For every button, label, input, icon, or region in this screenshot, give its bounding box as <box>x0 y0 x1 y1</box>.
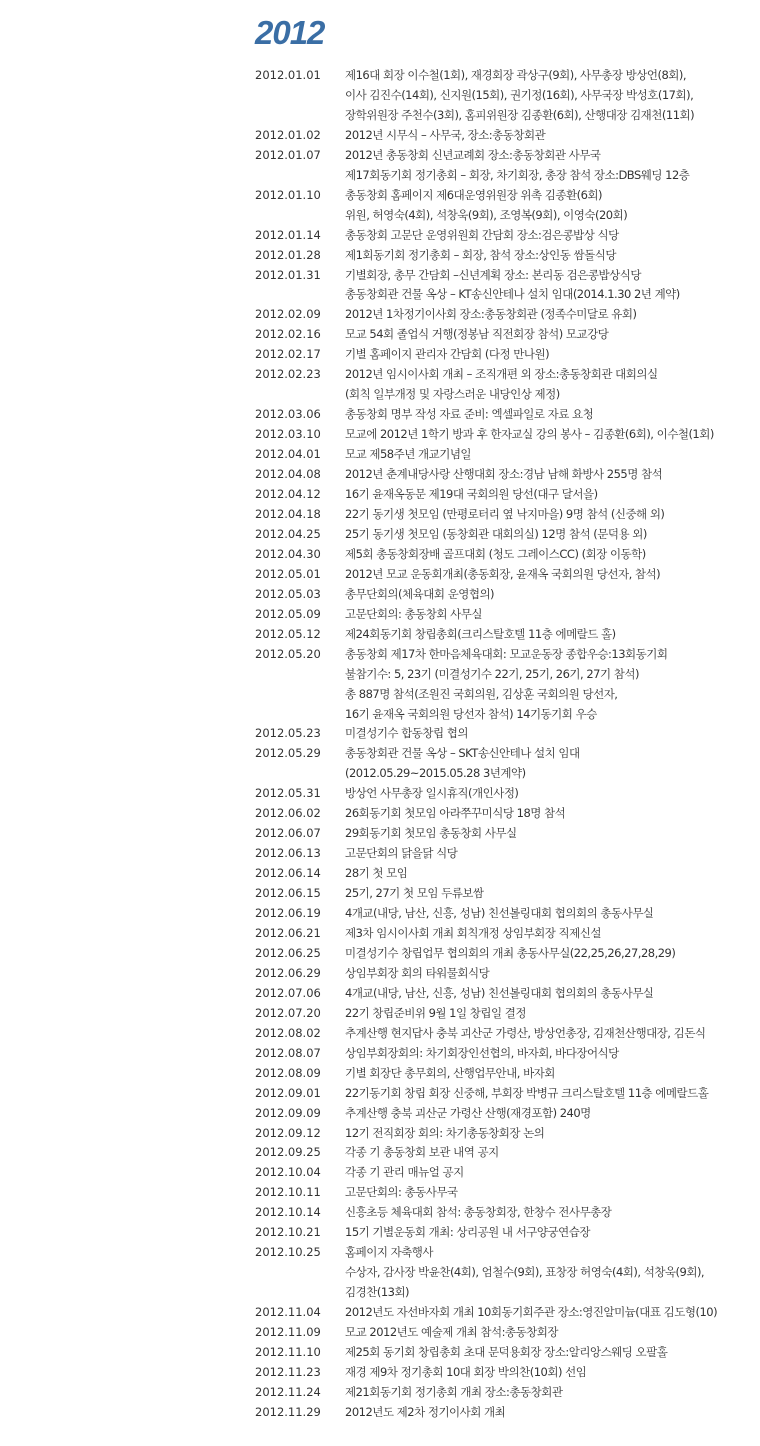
entry-line: 추계산행 현지답사 충북 괴산군 가령산, 방상언총장, 김재천산행대장, 김돈식 <box>345 1025 706 1040</box>
timeline-entry <box>255 1383 755 1403</box>
entry-description <box>345 824 755 844</box>
entry-line: 홈페이지 자축행사 <box>345 1245 434 1260</box>
timeline-entry <box>255 226 755 246</box>
entry-date: 2012.04.30 <box>255 546 321 561</box>
timeline-entry <box>255 565 755 585</box>
entry-description <box>345 1363 755 1383</box>
entry-date: 2012.10.21 <box>255 1225 321 1240</box>
timeline-entry <box>255 625 755 645</box>
entry-description <box>345 625 755 645</box>
entry-date: 2012.09.01 <box>255 1085 321 1100</box>
entry-description <box>345 126 755 146</box>
timeline-entry <box>255 884 755 904</box>
entry-line: 미결성기수 창립업무 협의회의 개최 총동사무실(22,25,26,27,28,29) <box>345 945 676 960</box>
timeline-entry <box>255 126 755 146</box>
entry-line: 신흥초등 체육대회 참석: 총동창회장, 한창수 전사무총장 <box>345 1205 612 1220</box>
entry-description <box>345 844 755 864</box>
timeline-entry <box>255 1183 755 1203</box>
entry-description <box>345 266 755 306</box>
entry-date: 2012.07.06 <box>255 985 321 1000</box>
entry-date: 2012.02.17 <box>255 347 321 362</box>
entry-description <box>345 1104 755 1124</box>
entry-description <box>345 1243 755 1303</box>
timeline-entry <box>255 1243 755 1303</box>
entry-line: 15기 기별운동회 개최: 상리공원 내 서구양궁연습장 <box>345 1225 590 1240</box>
entry-date: 2012.01.28 <box>255 247 321 262</box>
timeline-entry <box>255 66 755 126</box>
timeline-entry <box>255 1084 755 1104</box>
entry-date: 2012.01.02 <box>255 127 321 142</box>
entry-description <box>345 545 755 565</box>
entry-line: 고문단회의: 총동사무국 <box>345 1185 458 1200</box>
entry-description <box>345 565 755 585</box>
entry-line: 상임부회장 회의 타워물회식당 <box>345 965 490 980</box>
entry-date: 2012.05.31 <box>255 786 321 801</box>
entry-line: (회칙 일부개정 및 자랑스러운 내당인상 제정) <box>345 387 560 402</box>
entry-line: 각종 기 총동창회 보관 내역 공지 <box>345 1145 499 1160</box>
timeline-entry <box>255 744 755 784</box>
entry-line: 제25회 동기회 창립총회 초대 문덕용회장 장소:알리앙스웨딩 오팔홀 <box>345 1345 668 1359</box>
timeline-entry <box>255 1024 755 1044</box>
timeline-entry <box>255 1403 755 1423</box>
entry-description <box>345 1343 755 1363</box>
entry-description <box>345 1084 755 1104</box>
entry-line: 이사 김진수(14회), 신지원(15회), 권기정(16회), 사무국장 박성호(17회), <box>345 87 694 102</box>
entry-date: 2012.06.29 <box>255 965 321 980</box>
timeline-entry <box>255 645 755 725</box>
entry-description <box>345 964 755 984</box>
timeline-entry <box>255 784 755 804</box>
timeline-entry <box>255 425 755 445</box>
entry-description <box>345 365 755 405</box>
entry-line: 수상자, 감사장 박윤찬(4회), 엄철수(9회), 표창장 허영숙(4회), 석창욱(9회), <box>345 1265 705 1280</box>
timeline-entry <box>255 545 755 565</box>
timeline-entry <box>255 505 755 525</box>
entry-date: 2012.05.12 <box>255 626 321 641</box>
entry-date: 2012.03.10 <box>255 427 321 442</box>
entry-description <box>345 445 755 465</box>
timeline-entry <box>255 1044 755 1064</box>
timeline-entry <box>255 146 755 186</box>
entry-date: 2012.10.14 <box>255 1205 321 1220</box>
entry-line: 위원, 허영숙(4회), 석창욱(9회), 조영복(9회), 이영숙(20회) <box>345 207 628 222</box>
timeline-entry <box>255 844 755 864</box>
entry-line: 고문단회의 닭을닭 식당 <box>345 846 458 861</box>
timeline-entry <box>255 1143 755 1163</box>
entry-line: 제3차 임시이사회 개최 회칙개정 상임부회장 직제신설 <box>345 925 601 940</box>
entry-date: 2012.01.10 <box>255 187 321 202</box>
entry-date: 2012.06.19 <box>255 906 321 921</box>
entry-date: 2012.03.06 <box>255 407 321 422</box>
entry-date: 2012.06.07 <box>255 826 321 841</box>
entry-line: 제17회동기회 정기총회 – 회장, 차기회장, 총장 참석 장소:DBS웨딩 12층 <box>345 167 690 182</box>
entry-line: 2012년 임시이사회 개최 – 조직개편 외 장소:총동창회관 대회의실 <box>345 367 658 382</box>
entry-date: 2012.11.24 <box>255 1384 321 1399</box>
entry-line: 상임부회장회의: 차기회장인선협의, 바자회, 바다장어식당 <box>345 1045 619 1060</box>
entry-date: 2012.02.09 <box>255 307 321 322</box>
entry-date: 2012.02.23 <box>255 367 321 382</box>
entry-date: 2012.01.07 <box>255 147 321 162</box>
timeline-entry <box>255 1124 755 1144</box>
entry-description <box>345 186 755 226</box>
entry-line: 제5회 총동창회장배 골프대회 (청도 그레이스CC) (회장 이동학) <box>345 546 646 561</box>
entry-description <box>345 784 755 804</box>
timeline-entry <box>255 1323 755 1343</box>
entry-line: 재경 제9차 정기총회 10대 회장 박의찬(10회) 선임 <box>345 1364 587 1379</box>
entry-line: 25기, 27기 첫 모임 두류보쌈 <box>345 886 484 901</box>
entry-date: 2012.05.01 <box>255 566 321 581</box>
entry-date: 2012.05.23 <box>255 726 321 741</box>
entry-line: 기별 회장단 총무회의, 산행업무안내, 바자회 <box>345 1065 555 1080</box>
timeline-entry <box>255 1163 755 1183</box>
entry-line: 29회동기회 첫모임 총동창회 사무실 <box>345 826 517 841</box>
timeline-entry <box>255 485 755 505</box>
entry-description <box>345 1183 755 1203</box>
entry-description <box>345 904 755 924</box>
entry-line: 22기 동기생 첫모임 (만평로터리 옆 낙지마을) 9명 참석 (신중해 외) <box>345 506 665 521</box>
entry-line: 모교 54회 졸업식 거행(정봉남 직전회장 참석) 모교강당 <box>345 327 609 342</box>
timeline-entry <box>255 1223 755 1243</box>
timeline-entry <box>255 1203 755 1223</box>
timeline-entry <box>255 804 755 824</box>
entry-description <box>345 345 755 365</box>
entry-line: 총동창회 제17차 한마음체육대회: 모교운동장 종합우승:13회동기회 <box>345 646 668 661</box>
entry-line: 28기 첫 모임 <box>345 866 408 881</box>
entry-date: 2012.09.09 <box>255 1105 321 1120</box>
entry-line: 기별회장, 총무 간담회 –신년계획 장소: 본리동 검은콩밥상식당 <box>345 267 641 282</box>
entry-date: 2012.08.02 <box>255 1025 321 1040</box>
entry-line: 12기 전직회장 회의: 차기총동창회장 논의 <box>345 1125 545 1140</box>
entry-date: 2012.09.12 <box>255 1125 321 1140</box>
entry-line: 26회동기회 첫모임 아라쭈꾸미식당 18명 참석 <box>345 806 566 821</box>
timeline-entry <box>255 864 755 884</box>
entry-date: 2012.11.04 <box>255 1305 321 1320</box>
entry-date: 2012.04.01 <box>255 447 321 462</box>
entry-date: 2012.06.14 <box>255 866 321 881</box>
entry-line: 2012년도 자선바자회 개최 10회동기회주관 장소:영진알미늄(대표 김도형(10) <box>345 1305 718 1320</box>
entry-date: 2012.10.11 <box>255 1185 321 1200</box>
timeline-entry <box>255 445 755 465</box>
entry-date: 2012.11.23 <box>255 1364 321 1379</box>
entry-date: 2012.04.08 <box>255 467 321 482</box>
entry-line: 모교 제58주년 개교기념일 <box>345 447 472 462</box>
entry-line: 제24회동기회 창립총회(크리스탈호텔 11층 에메랄드 홀) <box>345 626 616 641</box>
entry-date: 2012.09.25 <box>255 1145 321 1160</box>
entry-line: 총동창회 홈페이지 제6대운영위원장 위촉 김종환(6회) <box>345 187 603 202</box>
timeline-entry <box>255 585 755 605</box>
timeline-entry <box>255 465 755 485</box>
entry-line: 2012년 모교 운동회개최(총동회장, 윤재옥 국회의원 당선자, 참석) <box>345 566 661 581</box>
entry-line: 16기 윤재옥동문 제19대 국회의원 당선(대구 달서을) <box>345 487 598 502</box>
timeline-entry <box>255 305 755 325</box>
entry-description <box>345 1143 755 1163</box>
timeline-entry <box>255 266 755 306</box>
entry-description <box>345 1124 755 1144</box>
timeline-entry <box>255 924 755 944</box>
entry-date: 2012.07.20 <box>255 1005 321 1020</box>
entry-line: 22기동기회 창립 회장 신중해, 부회장 박병규 크리스탈호텔 11층 에메랄드홀 <box>345 1085 709 1100</box>
timeline-entry <box>255 824 755 844</box>
entry-description <box>345 924 755 944</box>
entry-description <box>345 884 755 904</box>
entry-line: 장학위원장 주천수(3회), 홈피위원장 김종환(6회), 산행대장 김재천(11회) <box>345 107 695 122</box>
timeline-entry <box>255 186 755 226</box>
entry-date: 2012.01.14 <box>255 227 321 242</box>
entry-line: 2012년 춘계내당사랑 산행대회 장소:경남 남해 화방사 255명 참석 <box>345 467 663 482</box>
timeline-entry <box>255 345 755 365</box>
entry-description <box>345 325 755 345</box>
timeline-entry <box>255 246 755 266</box>
entry-description <box>345 605 755 625</box>
entry-line: 제16대 회장 이수철(1회), 재경회장 곽상구(9회), 사무총장 방상언(8회), <box>345 68 687 82</box>
timeline-entry <box>255 405 755 425</box>
entry-line: 기별 홈페이지 관리자 간담회 (다정 만나원) <box>345 347 550 362</box>
entry-date: 2012.05.29 <box>255 746 321 761</box>
entry-description <box>345 744 755 784</box>
entry-description <box>345 146 755 186</box>
entry-date: 2012.06.02 <box>255 806 321 821</box>
entry-line: 총동창회 고문단 운영위원회 간담회 장소:검은콩밥상 식당 <box>345 227 619 242</box>
timeline-entry <box>255 365 755 405</box>
entry-line: 총 887명 참석(조원진 국회의원, 김상훈 국회의원 당선자, <box>345 686 618 701</box>
entry-date: 2012.06.15 <box>255 886 321 901</box>
timeline-entry <box>255 325 755 345</box>
entry-line: 총동창회관 건물 옥상 – SKT송신안테나 설치 임대 <box>345 746 580 761</box>
entry-date: 2012.04.18 <box>255 506 321 521</box>
entry-description <box>345 944 755 964</box>
entry-description <box>345 525 755 545</box>
entry-description <box>345 645 755 725</box>
entry-line: 각종 기 관리 매뉴얼 공지 <box>345 1165 464 1180</box>
entry-description <box>345 246 755 266</box>
entry-description <box>345 1323 755 1343</box>
entry-date: 2012.11.10 <box>255 1345 321 1359</box>
entry-line: 불참기수: 5, 23기 (미결성기수 22기, 25기, 26기, 27기 참석) <box>345 666 639 681</box>
entry-description <box>345 804 755 824</box>
entry-line: 2012년 1차정기이사회 장소:총동창회관 (정족수미달로 유회) <box>345 307 637 322</box>
entry-description <box>345 585 755 605</box>
entry-line: 미결성기수 합동창립 협의 <box>345 726 469 741</box>
entry-description <box>345 1163 755 1183</box>
timeline-entry <box>255 1104 755 1124</box>
entry-description <box>345 1024 755 1044</box>
timeline-entry <box>255 1004 755 1024</box>
entry-date: 2012.08.09 <box>255 1065 321 1080</box>
entry-date: 2012.10.04 <box>255 1165 321 1180</box>
entry-description <box>345 724 755 744</box>
entry-line: 2012년 총동창회 신년교례회 장소:총동창회관 사무국 <box>345 147 601 162</box>
entry-line: 25기 동기생 첫모임 (동창회관 대회의실) 12명 참석 (문덕용 외) <box>345 526 647 541</box>
entry-description <box>345 864 755 884</box>
entry-description <box>345 1064 755 1084</box>
entry-description <box>345 1203 755 1223</box>
entry-line: 16기 윤재옥 국회의원 당선자 참석) 14기동기회 우승 <box>345 706 597 721</box>
entry-line: 22기 창립준비위 9월 1일 창립일 결정 <box>345 1005 526 1020</box>
entry-description <box>345 485 755 505</box>
entry-description <box>345 465 755 485</box>
entry-description <box>345 505 755 525</box>
entry-date: 2012.01.31 <box>255 267 321 282</box>
entry-line: 모교 2012년도 예술제 개최 참석:총동창회장 <box>345 1325 559 1340</box>
entry-line: 김경찬(13회) <box>345 1285 410 1300</box>
timeline-entry <box>255 525 755 545</box>
entry-description <box>345 425 755 445</box>
entry-line: 추계산행 충북 괴산군 가령산 산행(재경포함) 240명 <box>345 1105 591 1120</box>
entry-date: 2012.08.07 <box>255 1045 321 1060</box>
entry-line: 총무단회의(체육대회 운영협의) <box>345 586 495 601</box>
entry-line: 총동창회관 건물 옥상 – KT송신안테나 설치 임대(2014.1.30 2년 계약) <box>345 287 680 302</box>
entry-date: 2012.02.16 <box>255 327 321 342</box>
timeline-entry <box>255 964 755 984</box>
entry-line: 4개교(내당, 남산, 신흥, 성남) 친선볼링대회 협의회의 총동사무실 <box>345 906 654 921</box>
timeline-entry <box>255 1363 755 1383</box>
entry-date: 2012.11.09 <box>255 1325 321 1340</box>
entry-date: 2012.06.13 <box>255 846 321 861</box>
timeline-entry <box>255 724 755 744</box>
entry-description <box>345 405 755 425</box>
entry-description <box>345 1044 755 1064</box>
entry-line: 제21회동기회 정기총회 개최 장소:총동창회관 <box>345 1384 563 1399</box>
entry-date: 2012.01.01 <box>255 68 321 82</box>
timeline-entry <box>255 944 755 964</box>
entry-line: 총동창회 명부 작성 자료 준비: 엑셀파일로 자료 요청 <box>345 407 594 422</box>
entry-date: 2012.05.20 <box>255 646 321 661</box>
entry-description <box>345 226 755 246</box>
timeline-entry <box>255 1303 755 1323</box>
entry-description <box>345 305 755 325</box>
entry-description <box>345 1223 755 1243</box>
timeline-entry <box>255 984 755 1004</box>
entry-description <box>345 1004 755 1024</box>
entry-line: 모교에 2012년 1학기 방과 후 한자교실 강의 봉사 – 김종환(6회), 이수철(1회) <box>345 427 714 442</box>
entry-line: 제1회동기회 정기총회 – 회장, 참석 장소:상인동 쌈돌식당 <box>345 247 616 262</box>
entry-line: 고문단회의: 총동창회 사무실 <box>345 606 482 621</box>
entry-date: 2012.06.21 <box>255 925 321 940</box>
entry-description <box>345 1403 755 1423</box>
entry-line: (2012.05.29~2015.05.28 3년계약) <box>345 766 526 781</box>
year-title: 2012 <box>255 14 325 51</box>
entry-description <box>345 1303 755 1323</box>
entry-date: 2012.06.25 <box>255 945 321 960</box>
timeline-entry <box>255 605 755 625</box>
entry-date: 2012.04.25 <box>255 526 321 541</box>
timeline-entry <box>255 1064 755 1084</box>
entry-line: 2012년 시무식 – 사무국, 장소:총동창회관 <box>345 127 546 142</box>
entry-line: 방상언 사무총장 일시휴직(개인사정) <box>345 786 519 801</box>
entry-date: 2012.11.29 <box>255 1404 321 1419</box>
entry-line: 2012년도 제2차 정기이사회 개최 <box>345 1404 506 1419</box>
entry-date: 2012.04.12 <box>255 487 321 502</box>
entry-description <box>345 984 755 1004</box>
entry-date: 2012.10.25 <box>255 1245 321 1260</box>
entry-date: 2012.05.09 <box>255 606 321 621</box>
timeline-entry <box>255 904 755 924</box>
timeline-list <box>255 66 755 1423</box>
entry-date: 2012.05.03 <box>255 586 321 601</box>
entry-description <box>345 1383 755 1403</box>
entry-line: 4개교(내당, 남산, 신흥, 성남) 친선볼링대회 협의회의 총동사무실 <box>345 985 654 1000</box>
entry-description <box>345 66 755 126</box>
timeline-entry <box>255 1343 755 1363</box>
